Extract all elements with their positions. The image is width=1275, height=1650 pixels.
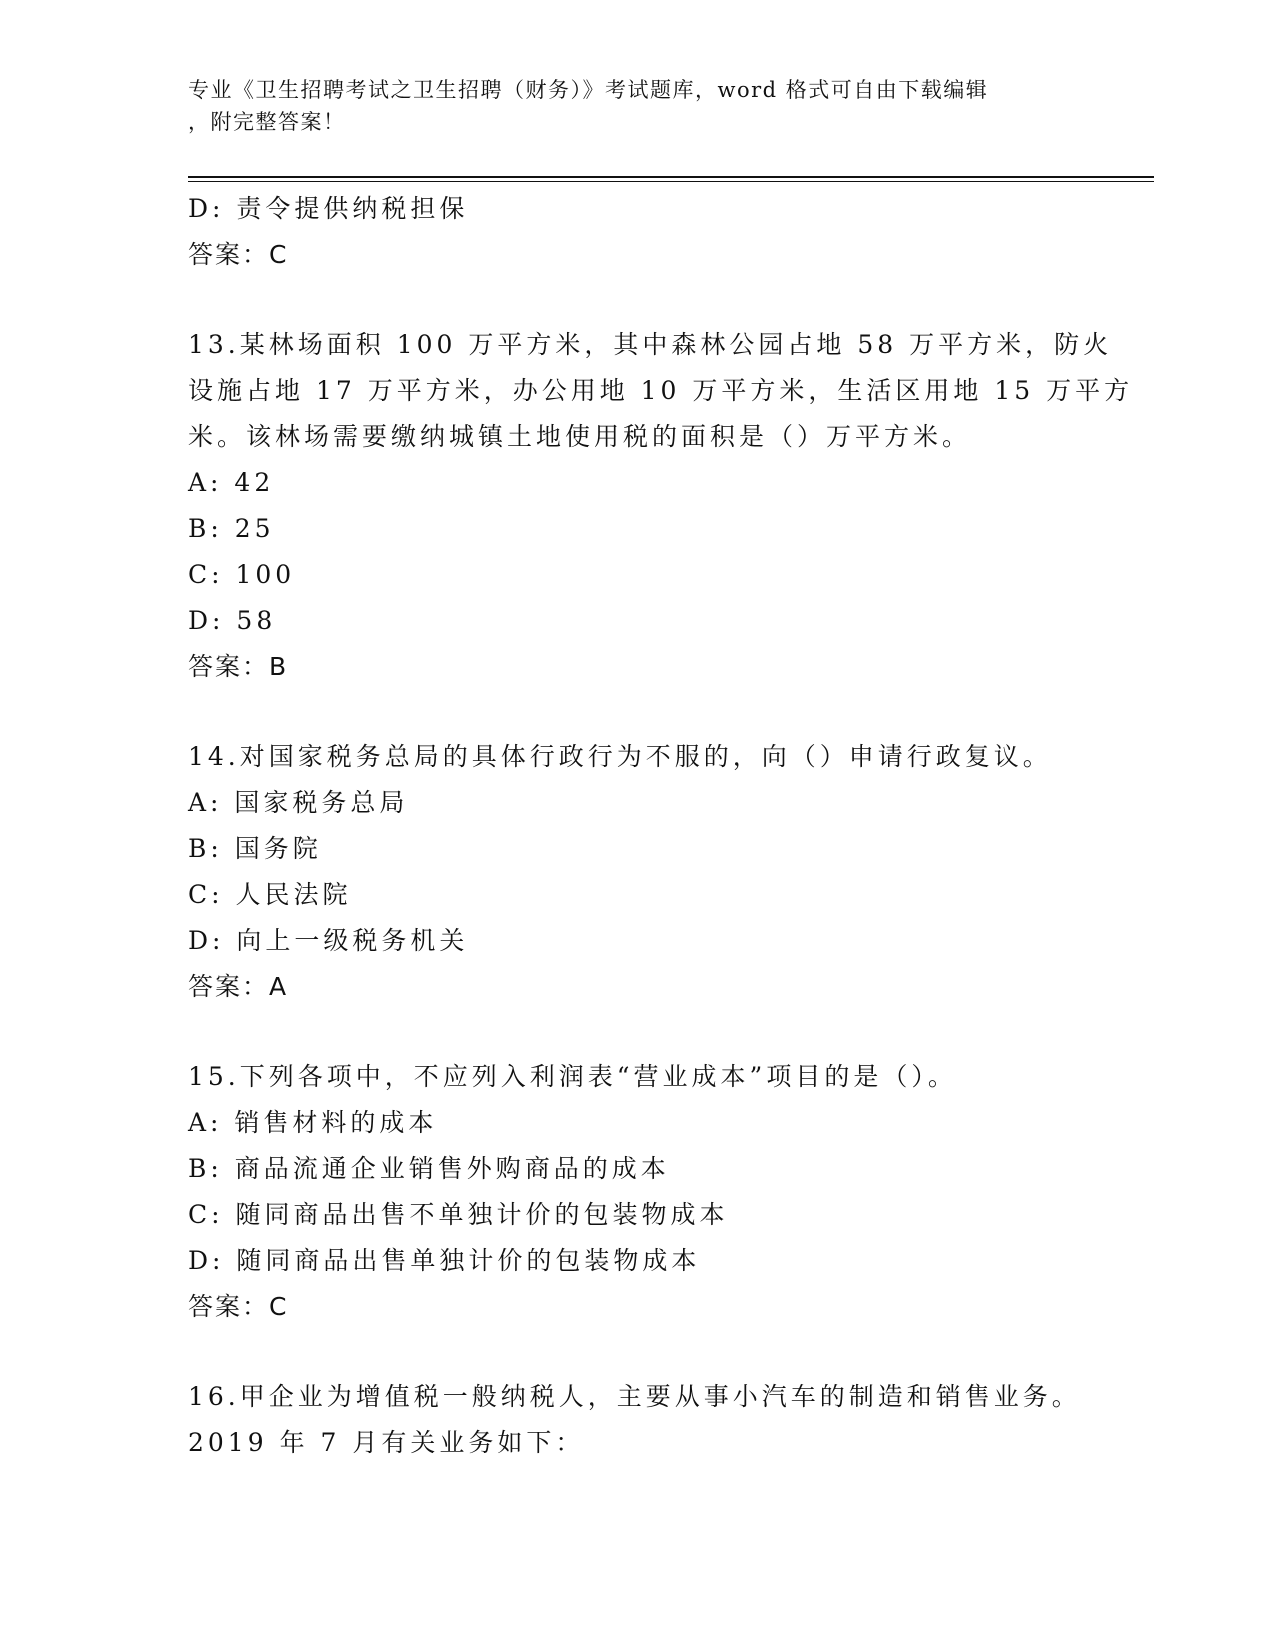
answer: 答案：C <box>188 240 289 269</box>
question-text: 13.某林场面积 100 万平方米，其中森林公园占地 58 万平方米，防火 <box>188 330 1113 359</box>
option-b: B: 商品流通企业销售外购商品的成本 <box>188 1154 670 1183</box>
option-c: C: 100 <box>188 560 296 589</box>
option-d: D: 责令提供纳税担保 <box>188 194 469 223</box>
option-a: A: 销售材料的成本 <box>188 1108 438 1137</box>
document-header <box>188 74 1068 138</box>
question-14 <box>188 734 1088 1010</box>
option-b: B: 25 <box>188 514 275 543</box>
option-a: A: 42 <box>188 468 275 497</box>
question-15 <box>188 1054 1088 1330</box>
question-16 <box>188 1374 1088 1466</box>
option-c: C: 人民法院 <box>188 880 352 909</box>
question-text: 2019 年 7 月有关业务如下： <box>188 1428 585 1457</box>
answer: 答案：B <box>188 652 289 681</box>
header-divider-thick <box>188 176 1154 178</box>
option-d: D: 58 <box>188 606 277 635</box>
question-text: 15.下列各项中，不应列入利润表“营业成本”项目的是（）。 <box>188 1062 957 1091</box>
option-d: D: 随同商品出售单独计价的包装物成本 <box>188 1246 701 1275</box>
question-text: 米。该林场需要缴纳城镇土地使用税的面积是（）万平方米。 <box>188 422 972 451</box>
option-d: D: 向上一级税务机关 <box>188 926 469 955</box>
option-a: A: 国家税务总局 <box>188 788 409 817</box>
header-line-2: ，附完整答案！ <box>188 110 346 134</box>
option-b: B: 国务院 <box>188 834 322 863</box>
answer: 答案：A <box>188 972 289 1001</box>
document-body <box>188 186 1134 1466</box>
option-c: C: 随同商品出售不单独计价的包装物成本 <box>188 1200 729 1229</box>
header-line-1: 专业《卫生招聘考试之卫生招聘（财务）》考试题库，word 格式可自由下载编辑 <box>188 78 989 102</box>
question-text: 设施占地 17 万平方米，办公用地 10 万平方米，生活区用地 15 万平方 <box>188 376 1134 405</box>
question-13 <box>188 322 1134 690</box>
answer: 答案：C <box>188 1292 289 1321</box>
header-divider-thin <box>188 181 1154 182</box>
question-text: 14.对国家税务总局的具体行政行为不服的，向（）申请行政复议。 <box>188 742 1052 771</box>
question-text: 16.甲企业为增值税一般纳税人，主要从事小汽车的制造和销售业务。 <box>188 1382 1081 1411</box>
